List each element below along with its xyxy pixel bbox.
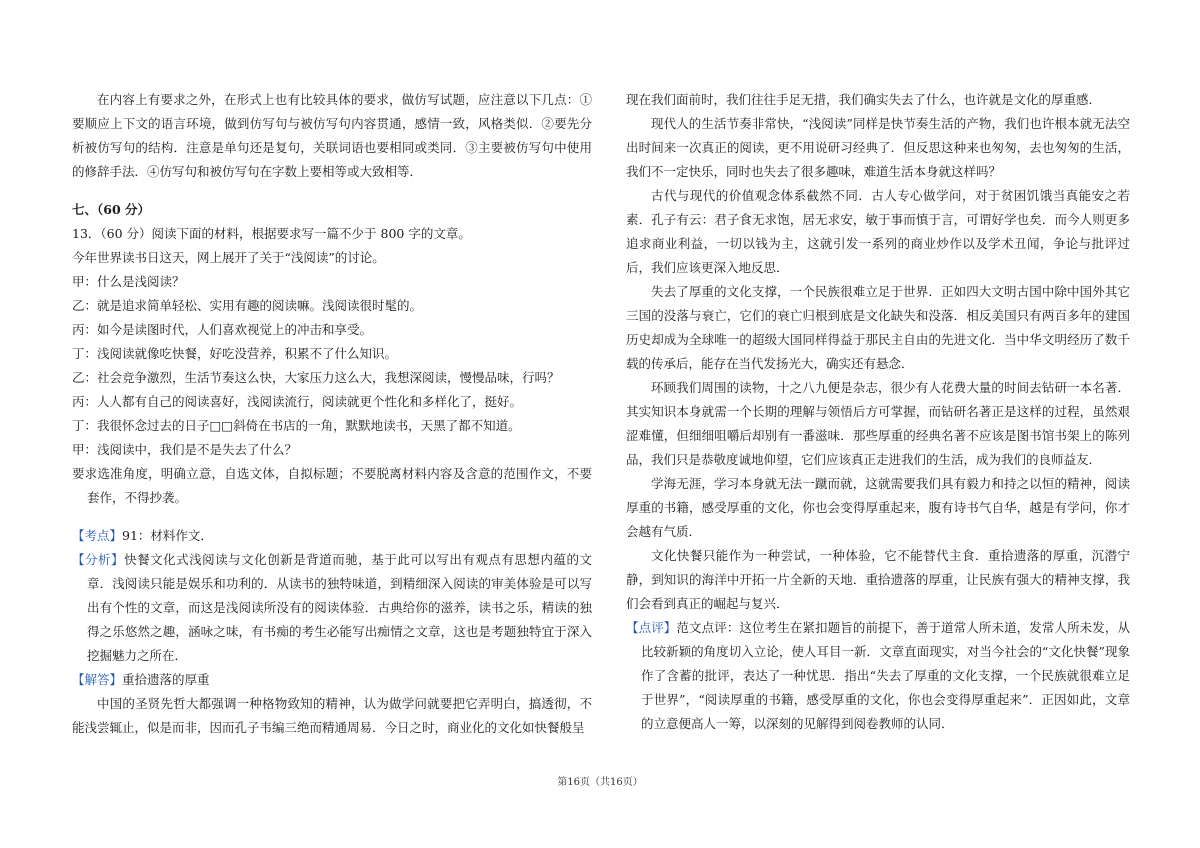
dianping-tag: 【点评】 (626, 620, 677, 635)
essay-paragraph: 文化快餐只能作为一种尝试，一种体验，它不能替代主食．重拾遗落的厚重，沉潜宁静，到知识的海洋中开拓一片全新的天地．重拾遗落的厚重，让民族有强大的精神支撑，我们会看到真正的崛起与复兴． (626, 548, 1130, 611)
essay-paragraph: 学海无涯，学习本身就无法一蹴而就，这就需要我们具有毅力和持之以恒的精神，阅读厚重的书籍，感受厚重的文化，你也会变得厚重起来，腹有诗书气自华，越是有学问，你才会越有气质． (626, 476, 1130, 539)
dialogue-line: 丙：人人都有自己的阅读喜好，浅阅读流行，阅读就更个性化和多样化了，挺好。 (72, 394, 523, 409)
material-intro: 今年世界读书日这天，网上展开了关于“浅阅读”的讨论。 (72, 250, 385, 265)
kaodian-line (72, 524, 592, 548)
essay-paragraph: 现代人的生活节奏非常快，“浅阅读”同样是快节奏生活的产物，我们也许根本就无法空出时间来一次真正的阅读，更不用说研习经典了．但反思这种来也匆匆，去也匆匆的生活，我们不一定快乐，同时也失去了很多趣味，难道生活本身就这样吗？ (626, 116, 1130, 179)
dialogue-line: 甲：什么是浅阅读？ (72, 274, 185, 289)
jieda-tag: 【解答】 (72, 672, 123, 687)
essay-paragraph: 现在我们面前时，我们往往手足无措，我们确实失去了什么，也许就是文化的厚重感． (626, 92, 1102, 107)
dialogue-line: 丁：我很怀念过去的日子□□斜倚在书店的一角，默默地读书，天黑了都不知道。 (72, 418, 521, 433)
spacer (72, 510, 592, 524)
right-column (626, 88, 1130, 736)
essay-title: 重拾遗落的厚重 (122, 672, 210, 687)
dialogue-line: 丙：如今是读图时代，人们喜欢视觉上的冲击和享受。 (72, 322, 373, 337)
question-line: 13．（60 分）阅读下面的材料，根据要求写一篇不少于 800 字的文章。 (72, 226, 471, 241)
intro-paragraph: 在内容上有要求之外，在形式上也有比较具体的要求，做仿写试题，应注意以下几点：①要顺应上下文的语言环境，做到仿写句与被仿写句内容贯通，感情一致，风格类似．②要先分析被仿写句的结构．注意是单句还是复句，关联词语也要相同或类同．③主要被仿写句中使用的修辞手法．④仿写句和被仿写句在字数上要相等或大致相等． (72, 92, 592, 179)
dialogue-line: 乙：社会竞争激烈，生活节奏这么快，大家压力这么大，我想深阅读，慢慢品味，行吗？ (72, 370, 560, 385)
dialogue-line: 甲：浅阅读中，我们是不是失去了什么？ (72, 442, 298, 457)
kaodian-tag: 【考点】 (72, 528, 123, 543)
fenxi-paragraph (72, 548, 592, 668)
essay-paragraph: 古代与现代的价值观念体系截然不同．古人专心做学问，对于贫困饥饿当真能安之若素．孔子有云：君子食无求饱，居无求安，敏于事而慎于言，可谓好学也矣．而今人则更多追求商业利益，一切以钱为主，这就引发一系列的商业炒作以及学术丑闻，争论与批评过后，我们应该更深入地反思． (626, 188, 1130, 275)
kaodian-text: 91：材料作文． (122, 528, 213, 543)
spacer (72, 184, 592, 198)
jieda-line (72, 668, 592, 692)
section-title: 七、（60 分） (72, 202, 150, 217)
dialogue-line: 丁：浅阅读就像吃快餐，好吃没营养，积累不了什么知识。 (72, 346, 398, 361)
dianping-text: 范文点评：这位考生在紧扣题旨的前提下，善于道常人所未道，发常人所未发，从比较新颖的角度切入立论，使人耳目一新．文章直面现实，对当今社会的“文化快餐”现象作了含蓄的批评，表达了一种忧思．指出“失去了厚重的文化支撑，一个民族就很难立足于世界”，“阅读厚重的书籍，感受厚重的文化，你也会变得厚重起来”．正因如此，文章的立意便高人一筹，以深刻的见解得到阅卷教师的认同． (641, 620, 1130, 731)
dialogue-line: 乙：就是追求简单轻松、实用有趣的阅读嘛。浅阅读很时髦的。 (72, 298, 423, 313)
page-footer: 第16页（共16页） (557, 777, 643, 788)
left-column (72, 88, 592, 740)
essay-paragraph: 失去了厚重的文化支撑，一个民族很难立足于世界．正如四大文明古国中除中国外其它三国的没落与衰亡，它们的衰亡归根到底是文化缺失和没落．相反美国只有两百多年的建国历史却成为全球唯一的超级大国同样得益于那民主自由的先进文化．当中华文明经历了数千载的传承后，能存在当代发扬光大，确实还有悬念． (626, 284, 1130, 371)
essay-paragraph: 环顾我们周围的读物，十之八九便是杂志，很少有人花费大量的时间去钻研一本名著．其实知识本身就需一个长期的理解与领悟后方可掌握，而钻研名著正是这样的过程，虽然艰涩难懂，但细细咀嚼后却别有一番滋味．那些厚重的经典名著不应该是图书馆书架上的陈列品，我们只是恭敬度诚地仰望，它们应该真正走进我们的生活，成为我们的良师益友． (626, 380, 1130, 467)
fenxi-tag: 【分析】 (72, 552, 125, 567)
requirement: 要求选准角度，明确立意，自选文体，自拟标题；不要脱离材料内容及含意的范围作文，不要套作，不得抄袭。 (72, 466, 592, 505)
essay-paragraph: 中国的圣贤先哲大都强调一种格物致知的精神，认为做学问就要把它弄明白，搞透彻，不能浅尝辄止，似是而非，因而孔子韦编三绝而精通周易．今日之时，商业化的文化如快餐般呈 (72, 696, 592, 735)
dianping-paragraph (626, 616, 1130, 736)
fenxi-text: 快餐文化式浅阅读与文化创新是背道而驰，基于此可以写出有观点有思想内蕴的文章．浅阅读只能是娱乐和功利的．从读书的独特味道，到精细深入阅读的审美体验是可以写出有个性的文章，而这是浅阅读所没有的阅读体验．古典给你的滋养，读书之乐，精读的独得之乐悠然之趣，涵咏之味，有书痴的考生必能写出痴情之文章，这也是考题独特宜于深入挖掘魅力之所在． (87, 552, 592, 663)
